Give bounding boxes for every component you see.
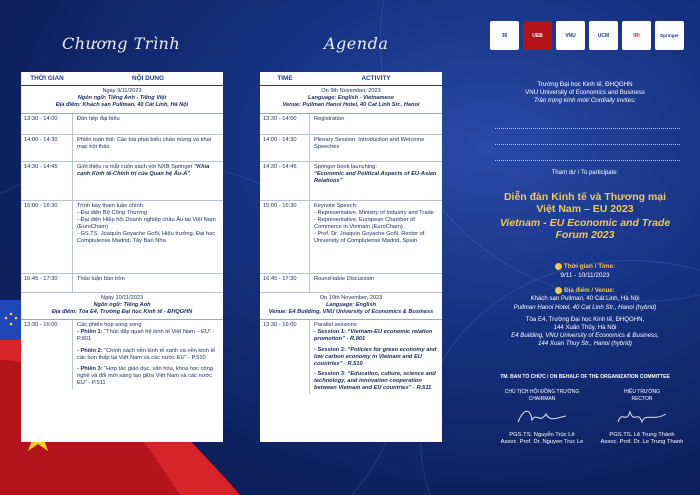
col-time: TIME	[277, 75, 293, 82]
col-time: THỜI GIAN	[30, 75, 64, 82]
table-header	[21, 72, 223, 86]
day-header: Ngày 10/11/2023 Ngôn ngữ: Tiếng Anh Địa điểm: Tòa E4, Trường Đại học Kinh tế - ĐHQGHN	[21, 293, 223, 321]
table-row: 14:30 - 14:45 Giới thiệu ra mắt cuốn sách với NXB Springer “Khía cạnh Kinh tế-Chính trị của Quan hệ Âu-Á”	[21, 162, 223, 201]
signature-mark	[512, 404, 572, 430]
table-row: 14:00 - 14:30 Plenary Session: Introduction and Welcome Speeches	[260, 135, 442, 162]
invitee-line	[495, 128, 680, 129]
signature-chairman: CHỦ TỊCH HỘI ĐỒNG TRƯỜNG CHAIRMAN PGS.TS. Nguyễn Trúc Lê Assoc. Prof. Dr. Nguyen Truc Le	[500, 389, 584, 445]
venue-block: Địa điểm / Venue: Khách sạn Pullman, 40 Cát Linh, Hà Nội Pullman Hanoi Hotel, 40 Cat Linh Str., Hanoi (hybrid) Tòa E4, Trường Đại học Kinh tế, ĐHQGHN, 144 Xuân Thủy, Hà Nội E4 Building, VNU University of Economics & Business, 144 Xuan Thuy Str., Hanoi (hybrid)	[511, 287, 659, 348]
logo-iri: IRI	[622, 21, 651, 50]
table-row: 15:00 - 16:30 Keynote Speech: - Representative, Ministry of Industry and Trade - Representative, European Chamber of Commerce in Vietnam (EuroCham) - Prof. Dr. Joaquín Goyache Goñi, Rector of University of Complutense Madrid, Spain	[260, 201, 442, 274]
logo-ueb: UEB	[523, 21, 552, 50]
day-header: On 9th November, 2023 Language: English - Vietnamese Venue: Pullman Hanoi Hotel, 40 Cat Linh Str., Hanoi	[260, 86, 442, 114]
logo-30-years: 30	[490, 21, 519, 50]
day-header: On 10th November, 2023 Language: English Venue: E4 Building, VNU University of Economics & Business	[260, 293, 442, 321]
signature-mark	[612, 404, 672, 430]
table-row: 14:30 - 14:45 Springer book launching: “Economic and Political Aspects of EU-Asian Relations”	[260, 162, 442, 201]
forum-title-en: Vietnam - EU Economic and Trade Forum 2023	[499, 217, 671, 241]
signature-rector: HIỆU TRƯỞNG RECTOR PGS.TS. Lê Trung Thành Assoc. Prof. Dr. Le Trung Thanh	[600, 389, 684, 445]
table-row: 16:45 - 17:30 Round-table Discussion	[260, 274, 442, 293]
schedule-en	[260, 72, 442, 442]
col-activity: ACTIVITY	[361, 75, 391, 82]
table-row: 16:45 - 17:30 Thảo luận bàn tròn	[21, 274, 223, 293]
table-row: 14:00 - 14:30 Phiên toàn thể: Các bài phát biểu chào mừng và khai mạc hội thảo	[21, 135, 223, 162]
day-header: Ngày 9/11/2023 Ngôn ngữ: Tiếng Anh - Tiếng Việt Địa điểm: Khách sạn Pullman, 40 Cát Linh, Hà Nội	[21, 86, 223, 114]
calendar-icon	[555, 263, 562, 270]
logo-vnu: VNU	[556, 21, 585, 50]
participate-label: Tham dự / To participate:	[551, 170, 619, 176]
host-block: Trường Đại học Kinh tế, ĐHQGHN VNU University of Economics and Business Trân trọng kính mời/ Cordially invites:	[525, 81, 645, 104]
table-row: 13:30 - 14:00 Đón tiếp đại biểu	[21, 114, 223, 135]
forum-title-vn: Diễn đàn Kinh tế và Thương mại Việt Nam – EU 2023	[503, 191, 667, 215]
logo-springer: Springer	[655, 21, 684, 50]
left-title: Chương Trình	[62, 34, 181, 53]
org-committee: TM. BAN TỔ CHỨC / ON BEHALF OF THE ORGANIZATION COMMITTEE	[500, 374, 670, 380]
col-content: NỘI DUNG	[132, 75, 164, 82]
schedule-vn	[21, 72, 223, 442]
table-row: 13:30 - 16:00 Parallel sessions - Session 1: “Vietnam-EU economic relation promotion” - R.801 - Session 2: “Policies for green economy and low carbon economy in Vietnam and EU countries” - R.510 - Session 3: “Education, culture, science and technology, and innovation cooperation between Vietnam and EU countries” - R.511	[260, 320, 442, 394]
table-header	[260, 72, 442, 86]
logo-ucm: UCM	[589, 21, 618, 50]
table-row: 15:00 - 16:30 Trình bày tham luận chính: - Đại diện Bộ Công Thương - Đại diện Hiệp hội Doanh nghiệp châu Âu tại Việt Nam (EuroCham) - GS.TS. Joaquín Goyache Goñi, Hiệu trưởng, Đại học Complutense Madrid, Tây Ban Nha	[21, 201, 223, 274]
table-row: 13:30 - 16:00 Các phiên họp song song - Phiên 1: “Thúc đẩy quan hệ kinh tế Việt Nam – EU” - P.801 - Phiên 2: “Chính sách nền kinh tế xanh và nền kinh tế các bon thấp tại Việt Nam và các nước EU” - P.510 - Phiên 3: “Hợp tác giáo dục, văn hóa, khoa học công nghệ và đổi mới sáng tạo giữa Việt Nam và các nước EU” - P.511	[21, 320, 223, 389]
location-pin-icon	[555, 287, 562, 294]
invitee-line	[495, 144, 680, 145]
middle-title: Agenda	[324, 34, 389, 53]
time-block: Thời gian / Time: 9/11 - 10/11/2023	[470, 262, 700, 280]
table-row: 13:30 - 14:00 Registration	[260, 114, 442, 135]
invitee-line	[495, 160, 680, 161]
